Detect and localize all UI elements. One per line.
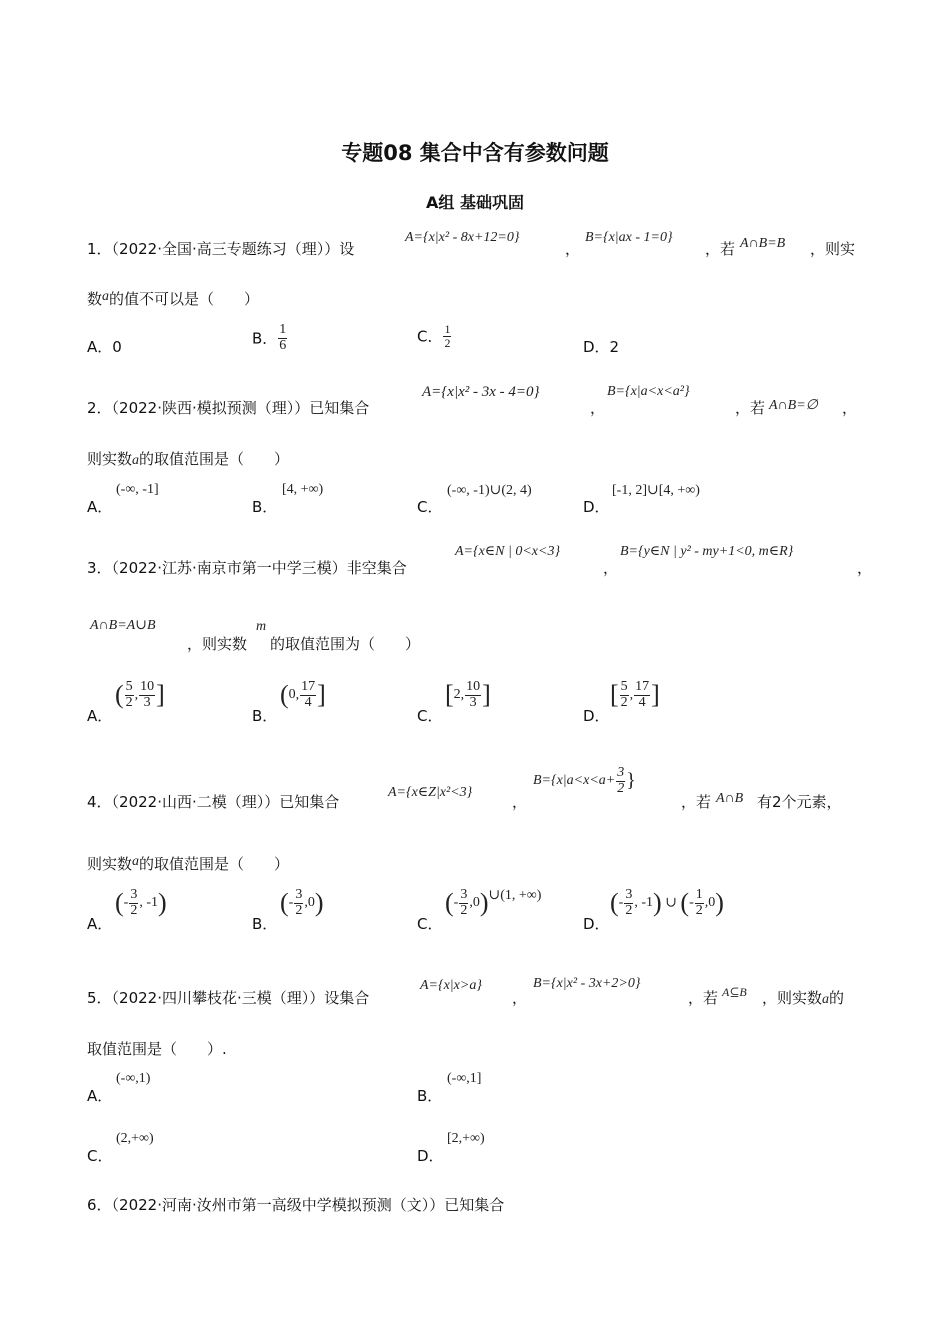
q3-option-c-value: [2, $\frac{10}{3}$ ] [445, 679, 491, 710]
fraction [695, 888, 704, 918]
q2-tail: ， [842, 399, 858, 417]
value-text: 2 [453, 687, 461, 703]
q1-option-c[interactable] [417, 323, 452, 349]
q2-source: （2022·陕西·模拟预测（理））已知集合 [111, 399, 370, 417]
q1-number: 1． [87, 240, 112, 258]
value-text: 0 [288, 687, 296, 703]
frac-den: 2 [130, 902, 138, 918]
q4-line2 [87, 853, 289, 874]
q4-option-a-value: (- $\frac{3}{2}$ , -1) [115, 887, 167, 918]
fraction [125, 680, 134, 710]
question-5-stem [87, 987, 369, 1008]
q1-option-a[interactable]: A．0 [87, 338, 122, 356]
frac-den: 3 [143, 694, 151, 710]
frac-num: 3 [130, 887, 138, 902]
frac-num: 10 [140, 679, 155, 694]
q3-option-d-value: [ $\frac{5}{2}$ , $\frac{17}{4}$ ] [610, 679, 660, 710]
frac-den: 2 [695, 902, 703, 918]
q4-tail: 有2个元素， [757, 793, 842, 811]
q1-option-c-label: C． [417, 327, 443, 346]
q2-set-a: A={x|x² - 3x - 4=0} [422, 384, 540, 400]
q4-line2-b: 的取值范围是（ ） [139, 855, 290, 873]
question-1-stem [87, 238, 354, 259]
q2-option-a[interactable]: A． [87, 498, 113, 516]
q2-line2 [87, 448, 289, 469]
q3-condition: A∩B=A∪B [90, 618, 156, 633]
fraction [634, 680, 650, 710]
q3-var: m [256, 619, 267, 634]
q5-var: a [822, 992, 830, 1007]
q4-set-b-prefix: B={x|a<x<a+ [533, 773, 616, 789]
q5-option-c-value: (2,+∞) [116, 1131, 154, 1146]
frac-den: 2 [617, 780, 625, 796]
value-text: -1 [641, 895, 654, 911]
q1-set-a: A={x|x² - 8x+12=0} [405, 230, 520, 245]
q2-condition: A∩B=∅ [769, 398, 818, 413]
question-4-stem [87, 791, 339, 812]
q4-set-b-suffix: } [626, 769, 636, 792]
q3-option-c[interactable]: C． [417, 707, 443, 725]
fraction [465, 680, 481, 710]
frac-num: 1 [279, 322, 287, 337]
frac-den: 2 [620, 694, 628, 710]
q2-if: ，若 [735, 399, 766, 417]
q2-number: 2． [87, 399, 112, 417]
q1-option-d[interactable]: D．2 [583, 338, 620, 356]
q4-option-c[interactable]: C． [417, 915, 443, 933]
q5-option-b[interactable]: B． [417, 1087, 443, 1105]
q2-option-d[interactable]: D． [583, 498, 610, 516]
q5-tail-end: 的 [829, 989, 845, 1007]
frac-num: 3 [295, 887, 303, 902]
q3-number: 3． [87, 559, 112, 577]
q2-line2-b: 的取值范围是（ ） [139, 450, 290, 468]
q4-set-b [533, 766, 636, 796]
q3-line2-a: ，则实数 [187, 635, 248, 653]
frac-num: 10 [466, 679, 481, 694]
q2-option-a-value: (-∞, -1] [116, 482, 159, 497]
q2-option-c[interactable]: C． [417, 498, 443, 516]
fraction [624, 888, 633, 918]
q4-if: ，若 [681, 793, 712, 811]
q2-option-b-value: [4, +∞) [282, 482, 324, 497]
q3-set-a: A={x∈N | 0<x<3} [455, 544, 561, 559]
q5-option-c[interactable]: C． [87, 1147, 113, 1165]
q1-option-c-fraction [443, 323, 451, 349]
q5-option-d[interactable]: D． [417, 1147, 444, 1165]
q1-separator: ， [565, 240, 581, 258]
q3-set-b: B={y∈N | y² - my+1<0, m∈R} [620, 544, 794, 559]
fraction [620, 680, 629, 710]
q4-separator: ， [512, 793, 528, 811]
fraction [459, 888, 468, 918]
q5-set-b: B={x|x² - 3x+2>0} [533, 976, 641, 991]
q5-separator: ， [512, 989, 528, 1007]
frac-den: 2 [625, 902, 633, 918]
q4-option-d-value: (- $\frac{3}{2}$ , -1) ∪ (- $\frac{1}{2}$ ,0) [610, 887, 724, 918]
frac-num: 1 [444, 322, 451, 336]
q5-if: ，若 [688, 989, 719, 1007]
value-text: 0 [708, 895, 716, 911]
q2-option-c-value: (-∞, -1)∪(2, 4) [447, 483, 532, 498]
frac-num: 17 [635, 679, 650, 694]
q4-number: 4． [87, 793, 112, 811]
q3-option-d[interactable]: D． [583, 707, 610, 725]
frac-den: 3 [469, 694, 477, 710]
question-6-stem [87, 1194, 504, 1215]
q2-separator: ， [590, 399, 606, 417]
q1-source: （2022·全国·高三专题练习（理））设 [111, 240, 355, 258]
q5-set-a: A={x|x>a} [420, 978, 482, 993]
q5-source: （2022·四川攀枝花·三模（理））设集合 [111, 989, 370, 1007]
q3-option-b[interactable]: B． [252, 707, 278, 725]
q5-line2: 取值范围是（ ）. [87, 1040, 227, 1058]
q4-set-b-fraction [616, 766, 625, 796]
q4-option-b-value: (- $\frac{3}{2}$ ,0) [280, 887, 324, 918]
frac-den: 2 [460, 902, 468, 918]
q3-tail: ， [857, 559, 873, 577]
q5-option-d-value: [2,+∞) [447, 1131, 485, 1146]
q6-source: （2022·河南·汝州市第一高级中学模拟预测（文））已知集合 [111, 1196, 505, 1214]
q4-option-c-value: (- $\frac{3}{2}$ ,0)∪(1, +∞) [445, 887, 542, 918]
q1-line2 [87, 288, 259, 309]
question-2-stem [87, 397, 369, 418]
frac-num: 5 [125, 679, 133, 694]
q4-option-a[interactable]: A． [87, 915, 113, 933]
frac-num: 3 [460, 887, 468, 902]
frac-num: 1 [695, 887, 703, 902]
q1-if: ，若 [705, 240, 736, 258]
frac-den: 6 [279, 337, 287, 353]
value-text: ∪(1, +∞) [488, 887, 542, 903]
q4-line2-a: 则实数 [87, 855, 133, 873]
q4-condition: A∩B [716, 791, 744, 806]
q3-option-a[interactable]: A． [87, 707, 113, 725]
q5-condition: A⊆B [722, 985, 747, 999]
q3-option-b-value: (0, $\frac{17}{4}$ ] [280, 679, 326, 710]
frac-num: 3 [617, 765, 625, 780]
q1-option-b[interactable] [252, 323, 288, 353]
q5-tail [762, 987, 844, 1008]
q5-option-a[interactable]: A． [87, 1087, 113, 1105]
q1-set-b: B={x|ax - 1=0} [585, 230, 673, 245]
q1-tail: ，则实 [810, 240, 856, 258]
q5-option-a-value: (-∞,1) [116, 1071, 151, 1086]
q3-option-a-value: ( $\frac{5}{2}$ , $\frac{10}{3}$ ] [115, 679, 165, 710]
q5-number: 5． [87, 989, 112, 1007]
frac-den: 2 [444, 335, 451, 350]
q1-var: a [102, 289, 110, 304]
q2-option-b[interactable]: B． [252, 498, 278, 516]
q5-tail-text: ，则实数 [762, 989, 823, 1007]
frac-num: 17 [301, 679, 316, 694]
q2-var: a [132, 453, 140, 468]
frac-den: 2 [295, 902, 303, 918]
q1-line2-b: 的值不可以是（ ） [109, 290, 260, 308]
frac-den: 2 [125, 694, 133, 710]
q4-option-b[interactable]: B． [252, 915, 278, 933]
q1-condition: A∩B=B [740, 236, 786, 251]
page-title: 专题08 集合中含有参数问题 [341, 141, 609, 165]
fraction [300, 680, 316, 710]
q4-set-a: A={x∈Z|x²<3} [388, 785, 473, 800]
q4-source: （2022·山西·二模（理））已知集合 [111, 793, 340, 811]
q1-option-b-label: B． [252, 329, 278, 348]
section-title: A组 基础巩固 [426, 193, 524, 212]
fraction [294, 888, 303, 918]
question-3-stem [87, 557, 407, 578]
frac-num: 3 [625, 887, 633, 902]
value-text: 0 [472, 895, 480, 911]
q1-option-b-fraction [278, 323, 287, 353]
q2-line2-a: 则实数 [87, 450, 133, 468]
q3-line2-b: 的取值范围为（ ） [270, 635, 421, 653]
value-text: -1 [146, 895, 159, 911]
frac-den: 4 [638, 694, 646, 710]
q1-line2-a: 数 [87, 290, 103, 308]
q5-option-b-value: (-∞,1] [447, 1071, 482, 1086]
fraction [139, 680, 155, 710]
value-text: 0 [307, 895, 315, 911]
q3-separator: ， [603, 559, 619, 577]
q4-var: a [132, 854, 140, 869]
q6-number: 6． [87, 1196, 112, 1214]
q2-set-b: B={x|a<x<a²} [607, 384, 690, 399]
frac-den: 4 [304, 694, 312, 710]
q3-source: （2022·江苏·南京市第一中学三模）非空集合 [111, 559, 407, 577]
q4-option-d[interactable]: D． [583, 915, 610, 933]
frac-num: 5 [620, 679, 628, 694]
q2-option-d-value: [-1, 2]∪[4, +∞) [612, 483, 700, 498]
fraction [129, 888, 138, 918]
